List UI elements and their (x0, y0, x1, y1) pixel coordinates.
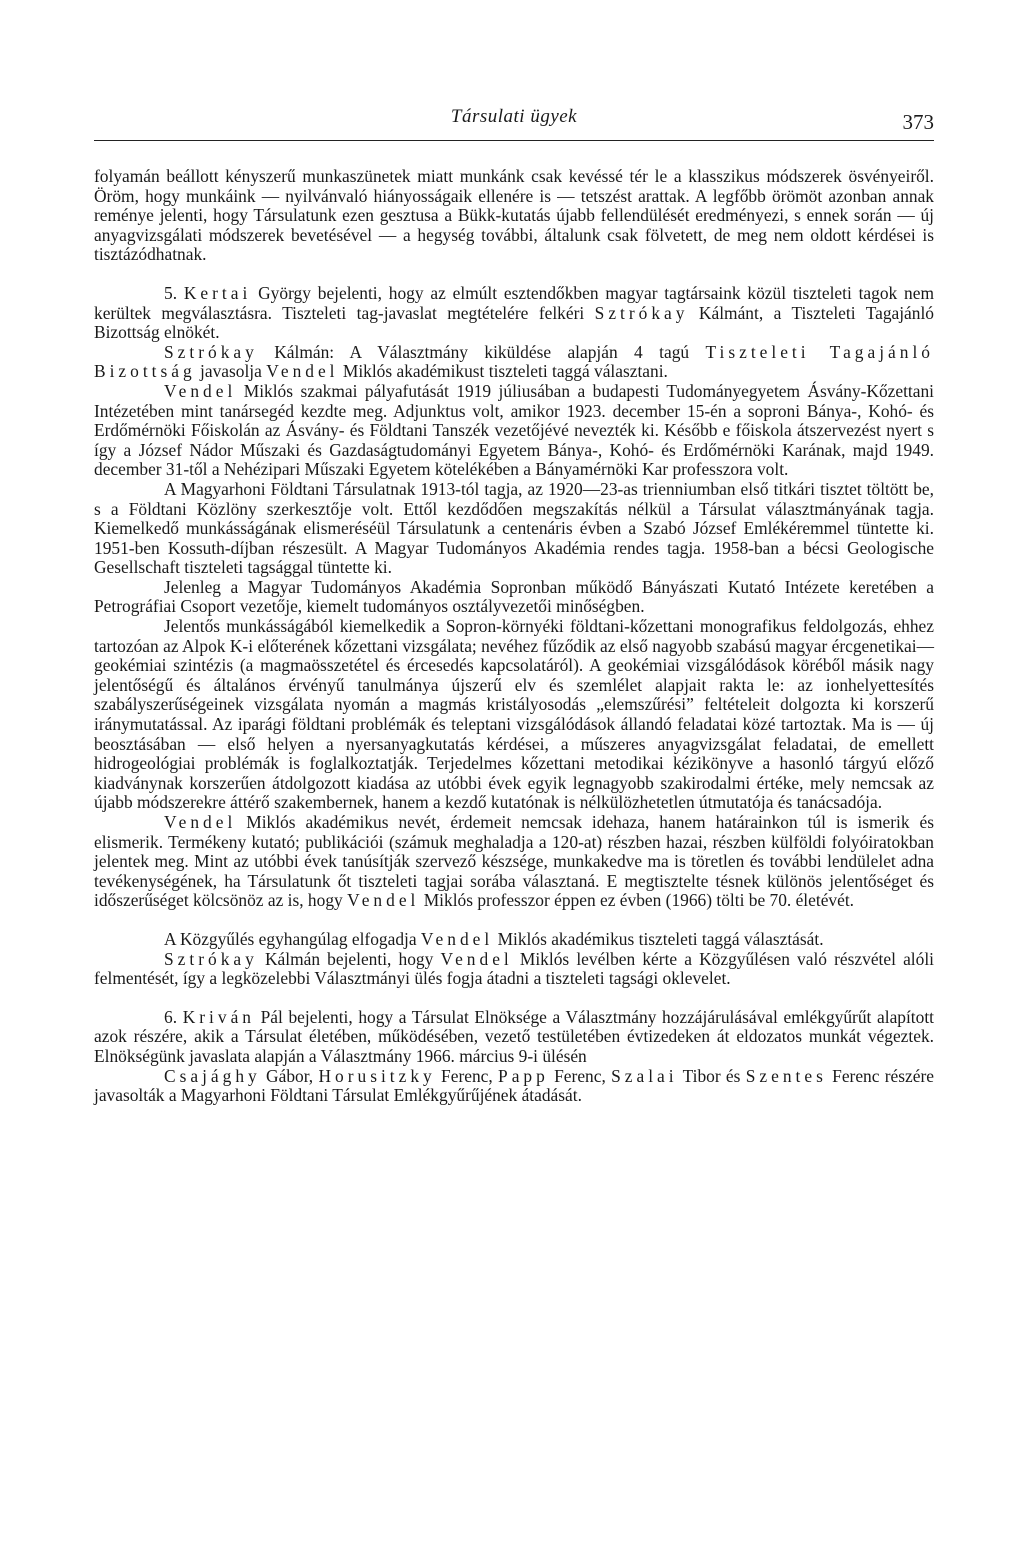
spaced-name: Vendel (347, 890, 420, 911)
text-run: Ferenc részére javasolták a Magyarhoni Földtani Társulat Emlékgyűrűjének átadását. (94, 1065, 934, 1106)
body-text (94, 167, 934, 1106)
text-run: Kálmán bejelenti, hogy (257, 948, 441, 969)
spaced-name: Sztrókay (594, 302, 689, 323)
paragraph (94, 382, 934, 480)
paragraph (94, 1008, 934, 1067)
text-run: Miklós szakmai pályafutását 1919 júliusában a budapesti Tudományegyetem Ásvány-Kőzettani Intézetében mint tanársegéd kezdte meg. Adjunktus volt, amikor 1923. december 15-én a soproni Bánya-, Kohó- és Erdőmérnöki Főiskolán az Ásvány- és Földtani Tanszék vezetőjévé nevezték ki. Később e főiskola átszervezést nyert s így a József Nádor Műszaki és Gazdaságtudományi Egyetem Bánya-, Kohó- és Erdőmérnöki Karának, majd 1949. december 31-től a Nehézipari Műszaki Egyetem kötelékében a Bányamérnöki Kar professzora volt. (94, 380, 934, 480)
spaced-name: Szentes (745, 1065, 827, 1086)
spaced-name: Kriván (182, 1006, 255, 1027)
text-run: 5. (164, 282, 184, 303)
paragraph (94, 343, 934, 382)
running-title: Társulati ügyek (450, 106, 578, 127)
spaced-name: Sztrókay (164, 341, 258, 362)
text-run: Ferenc, (548, 1065, 612, 1086)
text-run: Kálmán: A Választmány kiküldése alapján 4 tagú (257, 341, 706, 362)
text-run: Jelenleg a Magyar Tudományos Akadémia Sopronban működő Bányászati Kutató Intézete keretében a Petrográfiai Csoport vezetője, kiemelt tudományos osztályvezetői minőségben. (94, 576, 934, 617)
paragraph (94, 578, 934, 617)
text-run: 6. (164, 1006, 183, 1027)
paragraph (94, 950, 934, 989)
text-run: Pál bejelenti, hogy a Társulat Elnöksége a Választmány hozzájárulásával emlékgyűrűt alapított azok részére, akik a Társulat életében, működésében, vezető testületében évtizedeken át eldozatos munkát végeztek. Elnökségünk javaslata alapján a Választmány 1966. március 9-i ülésén (94, 1006, 935, 1066)
text-run: Miklós akadémikus nevét, érdemeit nemcsak idehaza, hanem határainkon túl is ismerik és elismerik. Termékeny kutató; publikációi (számuk meghaladja a 120-at) részben hazai, részben külföldi folyóiratokban jelentek meg. Mint az utóbbi évek tanúsítják szervező készsége, munkakedve ma is töretlen és további lendülelet adna tevékenységének, ha Társulatunk őt tiszteleti tagjai sorába választaná. E megtisztelte tésnek különös jelentőséget és időszerűséget kölcsönöz az is, hogy (94, 812, 934, 911)
text-run: Ferenc, (435, 1065, 499, 1086)
running-header (94, 100, 934, 141)
text-run: György bejelenti, hogy az elmúlt esztendőkben magyar tagtársaink közül tiszteleti tagok nem kerültek megválasztásra. Tiszteleti tag-javaslat megtételére felkéri (94, 282, 934, 323)
text-run: Miklós professzor éppen ez évben (1966) tölti be 70. életévét. (419, 890, 855, 911)
document-page (94, 100, 934, 1106)
paragraph (94, 167, 934, 265)
paragraph (94, 930, 934, 950)
spaced-name: Vendel (266, 361, 339, 382)
paragraph (94, 617, 934, 813)
text-run: A Közgyűlés egyhangúlag elfogadja (164, 928, 421, 949)
spaced-name: Szalai (611, 1065, 678, 1086)
text-run: javasolja (195, 361, 267, 382)
spaced-name: Vendel (440, 948, 513, 969)
spaced-name: Vendel (164, 812, 237, 832)
text-run: Kálmánt, a Tiszteleti Tagajánló Bizottság elnökét. (94, 302, 935, 343)
spaced-name: Tiszteleti Tagajánló Bizottság (94, 341, 934, 382)
spaced-name: Papp (498, 1065, 549, 1086)
spaced-name: Horusitzky (318, 1065, 436, 1086)
spaced-name: Kertai (183, 282, 252, 303)
spaced-name: Vendel (420, 928, 494, 949)
text-run: folyamán beállott kényszerű munkaszünetek miatt munkánk csak kevéssé tér le a klasszikus módszerek ösvényeiről. Öröm, hogy munkáink — nyilvánvaló hiányosságaik ellenére is — tetszést arattak. A legfőbb örömöt azonban annak reménye jelenti, hogy Társulatunk ezen gesztusa a Bükk-kutatás újabb fellendülését eredményezi, s ennek során — új anyagvizsgálati módszerek bevetésével — a hegység további, általunk csak fölvetett, de meg nem oldott kérdései is tisztázódhatnak. (94, 166, 934, 265)
paragraph (94, 480, 934, 578)
text-run: A Magyarhoni Földtani Társulatnak 1913-tól tagja, az 1920—23-as trienniumban első titkári tisztet töltött be, s a Földtani Közlöny szerkesztője volt. Ettől kezdődően megszakítás nélkül a Társulat választmányának tagja. Kiemelkedő munkásságának elismeréséül Társulatunk a centenáris évben a Szabó József Emlékéremmel tüntette ki. 1951-ben Kossuth-díjban részesült. A Magyar Tudományos Akadémia rendes tagja. 1958-ban a bécsi Geologische Gesellschaft tiszteleti tagsággal tüntette ki. (94, 478, 934, 578)
paragraph (94, 284, 934, 343)
spaced-name: Vendel (164, 380, 237, 401)
page-number: 373 (902, 110, 934, 134)
text-run: Tibor és (677, 1065, 746, 1086)
paragraph (94, 1067, 934, 1106)
paragraph (94, 813, 934, 911)
text-run: Jelentős munkásságából kiemelkedik a Sopron-környéki földtani-kőzettani monografikus feldolgozás, ehhez tartozóan az Alpok K-i előterének kőzettani vizsgálata; nevéhez fűződik az első nagyobb szabású magyar ércgenetikai—geokémiai szintézis (a magmaösszetétel és ércesedés kapcsolatáról). A geokémiai vizsgálódások köréből másik nagy jelentőségű és általános érvényű tanulmánya újszerű elv és szemlélet alapjait rakta le: az ionhelyettesítés szabályszerűségeinek vizsgálata nyomán a magmás kristályosodás „elemszűrési” feltételeit dolgozta ki korszerű iránymutatással. Az iparági földtani problémák és teleptani vizsgálódások állandó feladatai közé tartoztak. Ma is — új beosztásában — első helyen a nyersanyagkutatás kérdései, a műszeres anyagvizsgálat feladatai, de emellett hidrogeológiai problémák is foglalkoztatják. Terjedelmes kőzettani metodikai kézikönyve a hasonló tárgyú előző kiadványnak korszerűen átdolgozott kiadása az utóbbi évek egyik legnagyobb szakirodalmi értéke, mely nemcsak az újabb módszerekre áttérő szakembernek, hanem a kezdő kutatónak is nélkülözhetetlen útmutatója és tanácsadója. (94, 616, 934, 813)
text-run: Miklós akadémikust tiszteleti taggá választani. (338, 361, 668, 382)
spaced-name: Csajághy (164, 1065, 261, 1086)
text-run: Gábor, (260, 1065, 319, 1086)
text-run: Miklós levélben kérte a Közgyűlésen való részvétel alóli felmentését, így a legközelebbi Választmányi ülés fogja átadni a tiszteleti tagsági oklevelet. (94, 948, 934, 989)
text-run: Miklós akadémikus tiszteleti taggá választását. (493, 928, 824, 949)
spaced-name: Sztrókay (164, 948, 258, 969)
